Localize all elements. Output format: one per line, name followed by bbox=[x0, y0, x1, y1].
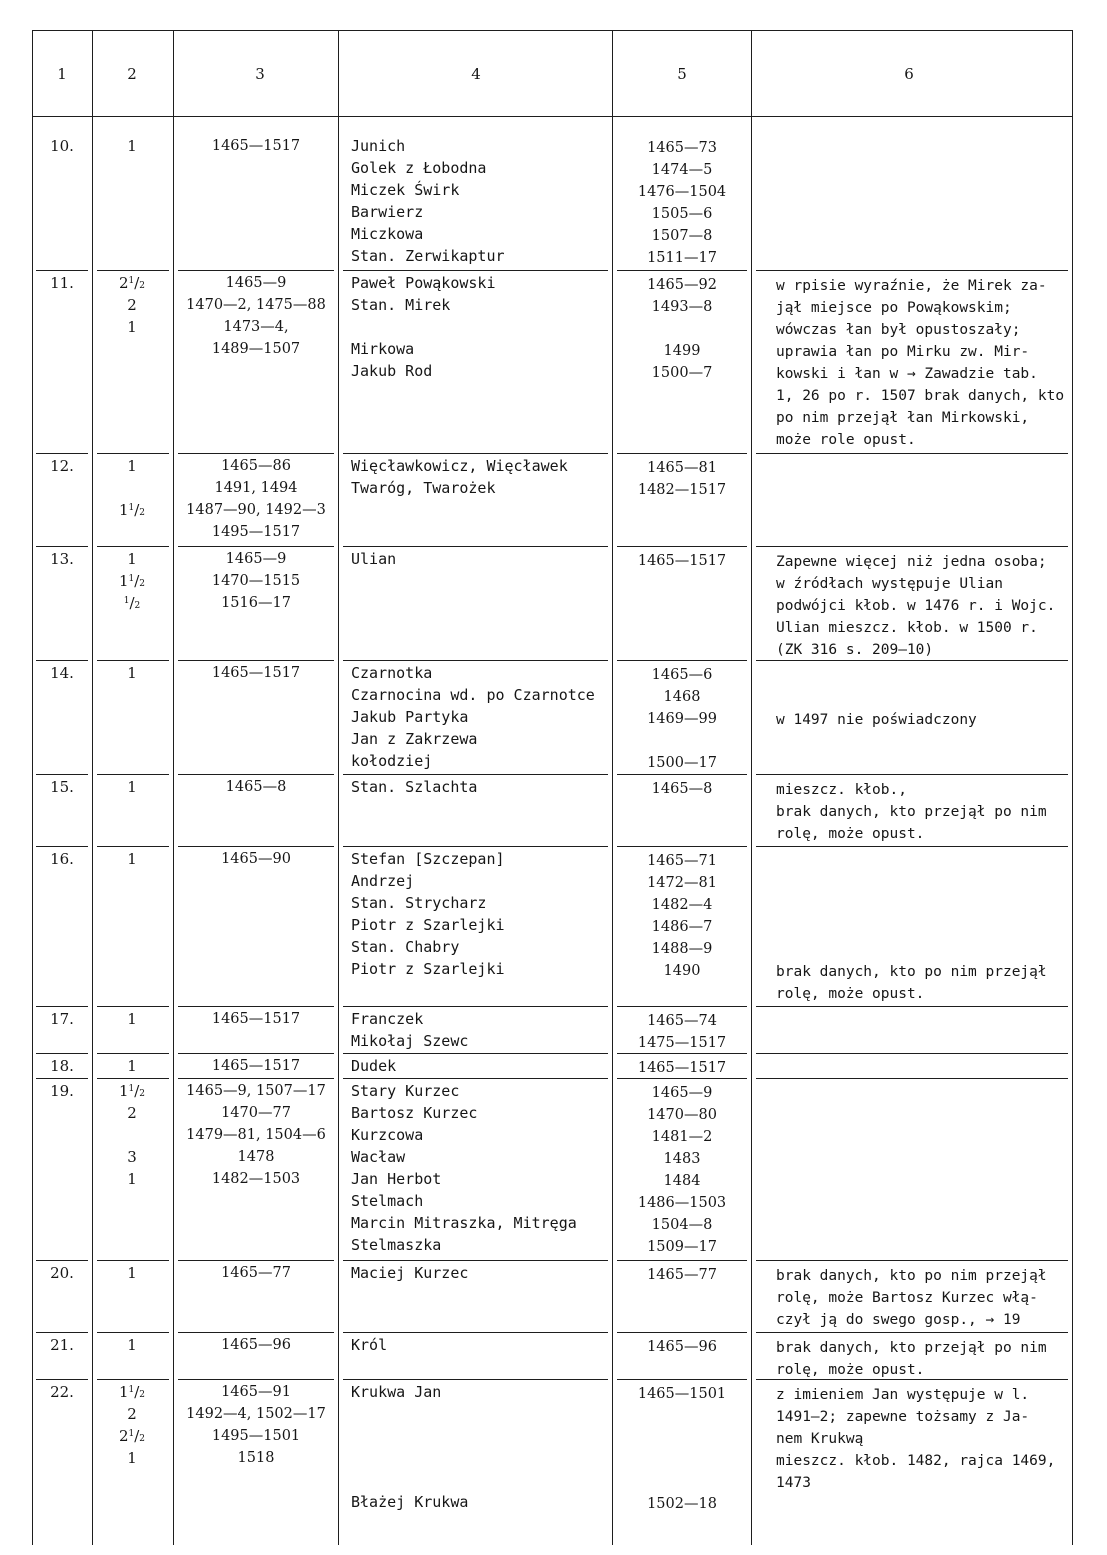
holding-dates: 1465—1517 bbox=[637, 1060, 727, 1076]
holding-dates: 1465—92 bbox=[647, 277, 717, 293]
period-range: 1465—86 bbox=[221, 458, 291, 474]
holding-dates: 1509—17 bbox=[647, 1239, 717, 1255]
col-divider-5 bbox=[751, 30, 752, 1545]
row-separator bbox=[617, 774, 747, 775]
holding-dates: 1481—2 bbox=[651, 1129, 713, 1145]
column-header-5: 5 bbox=[677, 65, 687, 83]
period-range: 1489—1507 bbox=[211, 341, 301, 357]
holding-dates: 1474—5 bbox=[651, 162, 713, 178]
area-value: 1 bbox=[127, 550, 137, 568]
row-separator bbox=[178, 1379, 334, 1380]
area-value: 1 bbox=[127, 1010, 137, 1028]
remark-line: brak danych, kto przejął po nim bbox=[776, 804, 1047, 820]
area-value: 1 bbox=[127, 1264, 137, 1282]
holder-name: Miczek Świrk bbox=[351, 181, 460, 199]
holding-dates: 1470—80 bbox=[647, 1107, 717, 1123]
row-separator bbox=[36, 1260, 88, 1261]
table-top-border bbox=[32, 30, 1072, 31]
row-separator bbox=[178, 1006, 334, 1007]
area-value: $1^1/_2$ bbox=[118, 572, 146, 590]
period-range: 1465—1517 bbox=[211, 1011, 301, 1027]
remark-line: uprawia łan po Mirku zw. Mir- bbox=[776, 344, 1030, 360]
row-number: 21. bbox=[50, 1336, 74, 1354]
row-separator bbox=[97, 774, 169, 775]
row-separator bbox=[343, 774, 608, 775]
holding-dates: 1499 bbox=[663, 343, 701, 359]
period-range: 1465—9 bbox=[225, 275, 287, 291]
row-separator bbox=[756, 1078, 1068, 1079]
area-value: 2 bbox=[127, 1405, 137, 1423]
period-range: 1465—1517 bbox=[211, 138, 301, 154]
holder-name: Junich bbox=[351, 137, 406, 155]
area-value: 3 bbox=[127, 1148, 137, 1166]
row-separator bbox=[36, 1332, 88, 1333]
row-separator bbox=[343, 546, 608, 547]
period-range: 1470—77 bbox=[221, 1105, 291, 1121]
period-range: 1516—17 bbox=[221, 595, 291, 611]
holder-name: Paweł Powąkowski bbox=[351, 274, 496, 292]
period-range: 1465—90 bbox=[221, 851, 291, 867]
remark-line: jął miejsce po Powąkowskim; bbox=[776, 300, 1012, 316]
remark-line: nem Krukwą bbox=[776, 1431, 864, 1447]
holder-name: Ulian bbox=[351, 550, 397, 568]
row-separator bbox=[36, 1053, 88, 1054]
row-separator bbox=[756, 1260, 1068, 1261]
area-value: 1 bbox=[127, 664, 137, 682]
period-range: 1465—1517 bbox=[211, 1058, 301, 1074]
holder-name: Miczkowa bbox=[351, 225, 424, 243]
holding-dates: 1465—71 bbox=[647, 853, 717, 869]
row-number: 15. bbox=[50, 778, 74, 796]
holder-name: Czarnotka bbox=[351, 664, 433, 682]
holding-dates: 1500—17 bbox=[647, 755, 717, 771]
row-separator bbox=[36, 660, 88, 661]
holding-dates: 1465—81 bbox=[647, 460, 717, 476]
row-separator bbox=[343, 660, 608, 661]
row-separator bbox=[756, 453, 1068, 454]
row-separator bbox=[343, 1006, 608, 1007]
row-separator bbox=[97, 1006, 169, 1007]
row-separator bbox=[617, 1332, 747, 1333]
remark-line: Ulian mieszcz. kłob. w 1500 r. bbox=[776, 620, 1038, 636]
holding-dates: 1486—1503 bbox=[637, 1195, 727, 1211]
holder-name: Mikołaj Szewc bbox=[351, 1032, 469, 1050]
remark-line: wówczas łan był opustoszały; bbox=[776, 322, 1021, 338]
holder-name: Golek z Łobodna bbox=[351, 159, 487, 177]
holder-name: Więcławkowicz, Więcławek bbox=[351, 457, 568, 475]
row-separator bbox=[97, 660, 169, 661]
row-separator bbox=[756, 546, 1068, 547]
row-separator bbox=[756, 1379, 1068, 1380]
row-separator bbox=[617, 1006, 747, 1007]
row-separator bbox=[617, 1078, 747, 1079]
row-separator bbox=[617, 546, 747, 547]
row-separator bbox=[97, 1379, 169, 1380]
row-number: 12. bbox=[50, 457, 74, 475]
row-number: 11. bbox=[50, 274, 74, 292]
holding-dates: 1484 bbox=[663, 1173, 701, 1189]
holding-dates: 1488—9 bbox=[651, 941, 713, 957]
holder-name: Jan z Zakrzewa bbox=[351, 730, 478, 748]
holder-name: Kurzcowa bbox=[351, 1126, 424, 1144]
header-bottom-border bbox=[32, 116, 1072, 117]
holding-dates: 1465—73 bbox=[647, 140, 717, 156]
area-value: 1 bbox=[127, 318, 137, 336]
remark-line: po nim przejął łan Mirkowski, bbox=[776, 410, 1030, 426]
row-number: 16. bbox=[50, 850, 74, 868]
column-header-2: 2 bbox=[127, 65, 137, 83]
row-separator bbox=[36, 270, 88, 271]
row-separator bbox=[756, 1006, 1068, 1007]
row-separator bbox=[97, 546, 169, 547]
area-value: 1 bbox=[127, 1449, 137, 1467]
holder-name: kołodziej bbox=[351, 752, 433, 770]
row-separator bbox=[178, 846, 334, 847]
row-separator bbox=[178, 270, 334, 271]
holder-name: Franczek bbox=[351, 1010, 424, 1028]
remark-line: z imieniem Jan występuje w l. bbox=[776, 1387, 1030, 1403]
column-header-3: 3 bbox=[255, 65, 265, 83]
holding-dates: 1482—1517 bbox=[637, 482, 727, 498]
holding-dates: 1490 bbox=[663, 963, 701, 979]
holding-dates: 1502—18 bbox=[647, 1496, 717, 1512]
area-value: 1 bbox=[127, 457, 137, 475]
period-range: 1479—81, 1504—6 bbox=[186, 1127, 326, 1143]
area-value: 1 bbox=[127, 137, 137, 155]
row-separator bbox=[343, 1078, 608, 1079]
holding-dates: 1465—77 bbox=[647, 1267, 717, 1283]
row-separator bbox=[97, 1260, 169, 1261]
area-value: 1 bbox=[127, 1336, 137, 1354]
area-value: 1 bbox=[127, 850, 137, 868]
holding-dates: 1465—8 bbox=[651, 781, 713, 797]
row-separator bbox=[178, 1332, 334, 1333]
holding-dates: 1465—1517 bbox=[637, 553, 727, 569]
row-separator bbox=[36, 1006, 88, 1007]
remark-line: w źródłach występuje Ulian bbox=[776, 576, 1003, 592]
period-range: 1495—1517 bbox=[211, 524, 301, 540]
holder-name: Błażej Krukwa bbox=[351, 1493, 469, 1511]
remark-line: podwójci kłob. w 1476 r. i Wojc. bbox=[776, 598, 1056, 614]
holding-dates: 1507—8 bbox=[651, 228, 713, 244]
holding-dates: 1500—7 bbox=[651, 365, 713, 381]
row-separator bbox=[617, 660, 747, 661]
row-number: 19. bbox=[50, 1082, 74, 1100]
holder-name: Mirkowa bbox=[351, 340, 415, 358]
row-separator bbox=[36, 546, 88, 547]
col-divider-3 bbox=[338, 30, 339, 1545]
row-separator bbox=[343, 270, 608, 271]
period-range: 1492—4, 1502—17 bbox=[186, 1406, 326, 1422]
holding-dates: 1465—9 bbox=[651, 1085, 713, 1101]
area-value: $1^1/_2$ bbox=[118, 1383, 146, 1401]
row-separator bbox=[617, 1379, 747, 1380]
period-range: 1465—9 bbox=[225, 551, 287, 567]
remark-line: (ZK 316 s. 209—10) bbox=[776, 642, 934, 658]
holder-name: Stelmach bbox=[351, 1192, 424, 1210]
holding-dates: 1465—6 bbox=[651, 667, 713, 683]
row-number: 10. bbox=[50, 137, 74, 155]
period-range: 1478 bbox=[237, 1149, 275, 1165]
area-value: 2 bbox=[127, 296, 137, 314]
column-header-1: 1 bbox=[57, 65, 67, 83]
period-range: 1465—91 bbox=[221, 1384, 291, 1400]
area-value: 1 bbox=[127, 1170, 137, 1188]
row-separator bbox=[617, 1260, 747, 1261]
holder-name: Marcin Mitraszka, Mitręga bbox=[351, 1214, 577, 1232]
row-separator bbox=[97, 270, 169, 271]
row-separator bbox=[617, 453, 747, 454]
row-separator bbox=[36, 1379, 88, 1380]
remark-line: mieszcz. kłob. 1482, rajca 1469, bbox=[776, 1453, 1056, 1469]
area-value: $1^1/_2$ bbox=[118, 1082, 146, 1100]
holder-name: Jakub Rod bbox=[351, 362, 433, 380]
holding-dates: 1511—17 bbox=[647, 250, 717, 266]
holder-name: Stefan [Szczepan] bbox=[351, 850, 505, 868]
period-range: 1518 bbox=[237, 1450, 275, 1466]
holder-name: Krukwa Jan bbox=[351, 1383, 442, 1401]
holder-name: Wacław bbox=[351, 1148, 406, 1166]
row-separator bbox=[343, 1260, 608, 1261]
remark-line: w 1497 nie poświadczony bbox=[776, 712, 977, 728]
area-value: $2^1/_2$ bbox=[118, 1427, 146, 1445]
holding-dates: 1475—1517 bbox=[637, 1035, 727, 1051]
holding-dates: 1476—1504 bbox=[637, 184, 727, 200]
row-number: 14. bbox=[50, 664, 74, 682]
row-separator bbox=[617, 270, 747, 271]
holder-name: Twaróg, Twarożek bbox=[351, 479, 496, 497]
area-value: 1 bbox=[127, 1057, 137, 1075]
remark-line: rolę, może opust. bbox=[776, 1362, 925, 1378]
holder-name: Król bbox=[351, 1336, 388, 1354]
row-number: 13. bbox=[50, 550, 74, 568]
period-range: 1487—90, 1492—3 bbox=[186, 502, 326, 518]
row-separator bbox=[178, 660, 334, 661]
period-range: 1465—9, 1507—17 bbox=[186, 1083, 326, 1099]
row-separator bbox=[36, 774, 88, 775]
period-range: 1470—1515 bbox=[211, 573, 301, 589]
holding-dates: 1493—8 bbox=[651, 299, 713, 315]
remark-line: brak danych, kto po nim przejął bbox=[776, 1268, 1047, 1284]
table-right-border bbox=[1072, 30, 1073, 1545]
row-separator bbox=[617, 1053, 747, 1054]
period-range: 1495—1501 bbox=[211, 1428, 301, 1444]
area-value: 1 bbox=[127, 778, 137, 796]
row-separator bbox=[343, 846, 608, 847]
remark-line: może role opust. bbox=[776, 432, 916, 448]
holder-name: Stan. Zerwikaptur bbox=[351, 247, 505, 265]
holder-name: Czarnocina wd. po Czarnotce bbox=[351, 686, 595, 704]
holding-dates: 1483 bbox=[663, 1151, 701, 1167]
holder-name: Stan. Mirek bbox=[351, 296, 451, 314]
row-number: 22. bbox=[50, 1383, 74, 1401]
holder-name: Stary Kurzec bbox=[351, 1082, 460, 1100]
holder-name: Andrzej bbox=[351, 872, 415, 890]
row-separator bbox=[756, 1053, 1068, 1054]
row-separator bbox=[97, 846, 169, 847]
row-separator bbox=[178, 1078, 334, 1079]
row-separator bbox=[343, 1053, 608, 1054]
holder-name: Stan. Strycharz bbox=[351, 894, 487, 912]
area-value: $2^1/_2$ bbox=[118, 274, 146, 292]
row-separator bbox=[97, 453, 169, 454]
holding-dates: 1504—8 bbox=[651, 1217, 713, 1233]
remark-line: czył ją do swego gosp., → 19 bbox=[776, 1312, 1021, 1328]
area-value: $1^1/_2$ bbox=[118, 501, 146, 519]
holder-name: Piotr z Szarlejki bbox=[351, 960, 505, 978]
area-value: 2 bbox=[127, 1104, 137, 1122]
holder-name: Barwierz bbox=[351, 203, 424, 221]
row-separator bbox=[178, 1260, 334, 1261]
row-separator bbox=[343, 453, 608, 454]
row-separator bbox=[97, 1078, 169, 1079]
period-range: 1482—1503 bbox=[211, 1171, 301, 1187]
holder-name: Stan. Chabry bbox=[351, 938, 460, 956]
row-separator bbox=[97, 1332, 169, 1333]
column-header-6: 6 bbox=[904, 65, 914, 83]
holding-dates: 1469—99 bbox=[647, 711, 717, 727]
holder-name: Jakub Partyka bbox=[351, 708, 469, 726]
row-separator bbox=[36, 453, 88, 454]
period-range: 1465—96 bbox=[221, 1337, 291, 1353]
row-separator bbox=[178, 453, 334, 454]
holding-dates: 1505—6 bbox=[651, 206, 713, 222]
holding-dates: 1482—4 bbox=[651, 897, 713, 913]
row-number: 18. bbox=[50, 1057, 74, 1075]
row-separator bbox=[343, 1332, 608, 1333]
holding-dates: 1472—81 bbox=[647, 875, 717, 891]
holding-dates: 1465—74 bbox=[647, 1013, 717, 1029]
remark-line: 1473 bbox=[776, 1475, 811, 1491]
row-separator bbox=[343, 1379, 608, 1380]
row-separator bbox=[36, 1078, 88, 1079]
holding-dates: 1465—1501 bbox=[637, 1386, 727, 1402]
holder-name: Maciej Kurzec bbox=[351, 1264, 469, 1282]
remark-line: kowski i łan w → Zawadzie tab. bbox=[776, 366, 1038, 382]
remark-line: rolę, może Bartosz Kurzec włą- bbox=[776, 1290, 1038, 1306]
holder-name: Jan Herbot bbox=[351, 1170, 442, 1188]
period-range: 1465—1517 bbox=[211, 665, 301, 681]
remark-line: 1, 26 po r. 1507 brak danych, kto bbox=[776, 388, 1065, 404]
holding-dates: 1468 bbox=[663, 689, 701, 705]
row-separator bbox=[178, 774, 334, 775]
holder-name: Stan. Szlachta bbox=[351, 778, 478, 796]
holder-name: Bartosz Kurzec bbox=[351, 1104, 478, 1122]
remark-line: w rpisie wyraźnie, że Mirek za- bbox=[776, 278, 1047, 294]
area-value: $^1/_2$ bbox=[123, 594, 141, 612]
row-number: 20. bbox=[50, 1264, 74, 1282]
row-separator bbox=[756, 660, 1068, 661]
holder-name: Piotr z Szarlejki bbox=[351, 916, 505, 934]
row-separator bbox=[756, 846, 1068, 847]
holding-dates: 1486—7 bbox=[651, 919, 713, 935]
period-range: 1470—2, 1475—88 bbox=[186, 297, 326, 313]
remark-line: brak danych, kto przejął po nim bbox=[776, 1340, 1047, 1356]
column-header-4: 4 bbox=[471, 65, 481, 83]
row-separator bbox=[178, 1053, 334, 1054]
period-range: 1465—8 bbox=[225, 779, 287, 795]
remark-line: rolę, może opust. bbox=[776, 826, 925, 842]
period-range: 1465—77 bbox=[221, 1265, 291, 1281]
remark-line: rolę, może opust. bbox=[776, 986, 925, 1002]
holder-name: Dudek bbox=[351, 1057, 397, 1075]
remark-line: mieszcz. kłob., bbox=[776, 782, 907, 798]
row-separator bbox=[36, 846, 88, 847]
row-separator bbox=[756, 1332, 1068, 1333]
row-separator bbox=[97, 1053, 169, 1054]
row-separator bbox=[756, 270, 1068, 271]
row-separator bbox=[756, 774, 1068, 775]
remark-line: Zapewne więcej niż jedna osoba; bbox=[776, 554, 1047, 570]
remark-line: brak danych, kto po nim przejął bbox=[776, 964, 1047, 980]
holding-dates: 1465—96 bbox=[647, 1339, 717, 1355]
holder-name: Stelmaszka bbox=[351, 1236, 442, 1254]
period-range: 1473—4, bbox=[223, 319, 289, 335]
row-separator bbox=[617, 846, 747, 847]
row-separator bbox=[178, 546, 334, 547]
remark-line: 1491—2; zapewne tożsamy z Ja- bbox=[776, 1409, 1030, 1425]
row-number: 17. bbox=[50, 1010, 74, 1028]
period-range: 1491, 1494 bbox=[214, 480, 298, 496]
